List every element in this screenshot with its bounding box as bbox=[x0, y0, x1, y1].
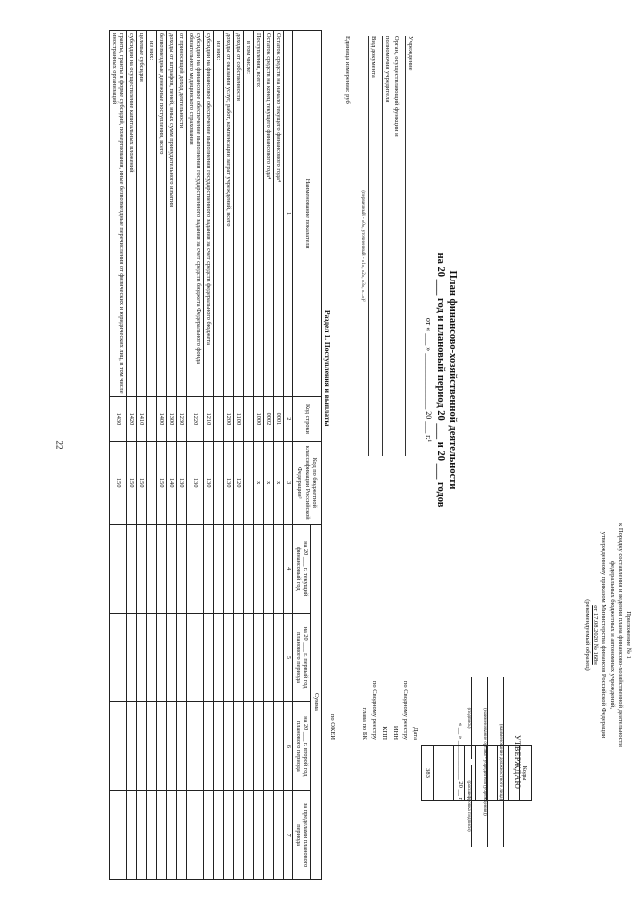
table-row bbox=[234, 31, 244, 880]
column-number: 3 bbox=[284, 441, 293, 524]
col-bk-header: Код по бюджетной классификации Российской Федерации³ bbox=[293, 441, 322, 524]
row-name: субсидии на осуществление капитальных вложений bbox=[127, 31, 137, 397]
code-cell bbox=[433, 745, 453, 801]
field-founder bbox=[382, 36, 401, 456]
code-cell bbox=[453, 745, 464, 801]
table-body bbox=[110, 31, 284, 880]
appendix-note bbox=[583, 485, 632, 785]
table-row bbox=[264, 31, 274, 880]
col-y0-header: на 20 ___ г. текущий финансовый год bbox=[293, 524, 311, 613]
appendix-order-date: от 17.08.2020 № 168н bbox=[592, 605, 600, 665]
row-sum-cell[interactable] bbox=[264, 613, 274, 702]
table-row bbox=[127, 31, 137, 880]
row-bk-code: 130 bbox=[204, 441, 214, 524]
row-bk-code: 150 bbox=[110, 441, 127, 524]
header-fields bbox=[343, 36, 415, 456]
document-title bbox=[422, 245, 458, 515]
row-line-code bbox=[214, 397, 224, 441]
code-okei: 383 bbox=[421, 745, 433, 801]
row-sum-cell[interactable] bbox=[147, 524, 157, 613]
section-title: Раздел 1. Поступления и выплаты bbox=[323, 310, 332, 427]
row-bk-code: 130 bbox=[224, 441, 234, 524]
row-sum-cell[interactable] bbox=[274, 613, 284, 702]
column-number: 4 bbox=[284, 524, 293, 613]
title-date: от « ___ » ______________ 20 ___ г.¹ bbox=[424, 317, 433, 443]
row-bk-code: 130 bbox=[177, 441, 187, 524]
row-sum-cell[interactable] bbox=[110, 613, 127, 702]
row-bk-code: 140 bbox=[167, 441, 177, 524]
row-name: безвозмездные денежные поступления, всего bbox=[157, 31, 167, 397]
row-name: гранты, гранты в форме субсидий, пожертвования, иные безвозмездные перечисления от физических и юридических лиц, в том числе иностранных организаций bbox=[110, 31, 127, 397]
field-doc-type bbox=[368, 36, 378, 456]
row-line-code: 1100 bbox=[234, 397, 244, 441]
column-number: 2 bbox=[284, 397, 293, 441]
row-sum-cell[interactable] bbox=[234, 613, 244, 702]
code-cell bbox=[486, 745, 497, 801]
row-sum-cell[interactable] bbox=[234, 791, 244, 880]
col-line-code-header: Код строки bbox=[293, 397, 322, 441]
row-sum-cell[interactable] bbox=[110, 524, 127, 613]
table-row bbox=[204, 31, 214, 880]
row-sum-cell[interactable] bbox=[110, 791, 127, 880]
column-number: 5 bbox=[284, 613, 293, 702]
codes-labels bbox=[327, 640, 420, 740]
table-row bbox=[274, 31, 284, 880]
table-row bbox=[254, 31, 264, 880]
row-bk-code: x bbox=[274, 441, 284, 524]
row-name: из них: bbox=[147, 31, 157, 397]
row-sum-cell[interactable] bbox=[224, 791, 234, 880]
row-sum-cell[interactable] bbox=[244, 524, 254, 613]
row-bk-code bbox=[147, 441, 157, 524]
row-line-code: 1420 bbox=[127, 397, 137, 441]
row-sum-cell[interactable] bbox=[157, 791, 167, 880]
row-sum-cell[interactable] bbox=[110, 702, 127, 791]
row-line-code: 1210 bbox=[204, 397, 214, 441]
row-sum-cell[interactable] bbox=[264, 791, 274, 880]
row-bk-code: 150 bbox=[157, 441, 167, 524]
col-beyond-header: за пределами планового периода bbox=[293, 791, 311, 880]
row-sum-cell[interactable] bbox=[177, 613, 187, 702]
row-bk-code bbox=[214, 441, 224, 524]
appendix-line: Приложение № 1 bbox=[625, 611, 632, 659]
field-label: Орган, осуществляющий функции и полномочия учредителя bbox=[384, 36, 400, 137]
row-name: Остаток средств на начало текущего финансового года⁴ bbox=[274, 31, 284, 397]
row-sum-cell[interactable] bbox=[187, 524, 204, 613]
row-bk-code: 130 bbox=[187, 441, 204, 524]
row-sum-cell[interactable] bbox=[147, 613, 157, 702]
approve-decode-caption: (расшифровка подписи) bbox=[466, 780, 471, 832]
code-cell bbox=[464, 745, 475, 801]
row-name: доходы от оказания услуг, работ, компенсации затрат учреждений, всего bbox=[224, 31, 234, 397]
row-line-code: 1410 bbox=[137, 397, 147, 441]
row-line-code bbox=[244, 397, 254, 441]
appendix-line: к Порядку составления и ведения плана финансово-хозяйственной деятельности bbox=[616, 523, 624, 747]
row-sum-cell[interactable] bbox=[274, 702, 284, 791]
doc-type-caption: (первичный - «0», уточненный - «1», «2», «3», «...»)² bbox=[360, 190, 365, 302]
row-sum-cell[interactable] bbox=[127, 524, 137, 613]
row-bk-code: 150 bbox=[127, 441, 137, 524]
row-sum-cell[interactable] bbox=[157, 524, 167, 613]
row-sum-cell[interactable] bbox=[244, 791, 254, 880]
row-sum-cell[interactable] bbox=[244, 613, 254, 702]
row-bk-code bbox=[244, 441, 254, 524]
code-label: по Сводному реестру bbox=[371, 680, 379, 740]
approve-sign-caption: (подпись) bbox=[466, 707, 471, 729]
row-name: Поступления, всего: bbox=[254, 31, 264, 397]
table-row bbox=[167, 31, 177, 880]
row-sum-cell[interactable] bbox=[137, 791, 147, 880]
row-sum-cell[interactable] bbox=[274, 524, 284, 613]
row-sum-cell[interactable] bbox=[224, 524, 234, 613]
row-line-code: 1200 bbox=[224, 397, 234, 441]
row-sum-cell[interactable] bbox=[214, 791, 224, 880]
appendix-line: утвержденному приказом Министерства финансов Российской Федерации bbox=[600, 531, 608, 739]
row-sum-cell[interactable] bbox=[147, 791, 157, 880]
table-row bbox=[147, 31, 157, 880]
approve-date: « __ » ____________ 20 __ г. bbox=[457, 722, 464, 802]
approve-org-caption: (наименование органа - учредителя (учреждения)) bbox=[482, 708, 487, 816]
row-name: целевые субсидии bbox=[137, 31, 147, 397]
row-sum-cell[interactable] bbox=[167, 613, 177, 702]
row-sum-cell[interactable] bbox=[274, 791, 284, 880]
row-sum-cell[interactable] bbox=[127, 791, 137, 880]
row-sum-cell[interactable] bbox=[177, 524, 187, 613]
code-label: Дата bbox=[412, 727, 419, 740]
table-row bbox=[187, 31, 204, 880]
row-sum-cell[interactable] bbox=[244, 702, 254, 791]
row-name: от приносящей доход деятельности bbox=[177, 31, 187, 397]
row-sum-cell[interactable] bbox=[264, 524, 274, 613]
row-sum-cell[interactable] bbox=[214, 524, 224, 613]
row-sum-cell[interactable] bbox=[137, 702, 147, 791]
codes-table bbox=[421, 745, 532, 801]
row-sum-cell[interactable] bbox=[224, 613, 234, 702]
row-sum-cell[interactable] bbox=[157, 613, 167, 702]
col-sum-header: Сумма bbox=[311, 524, 322, 879]
row-sum-cell[interactable] bbox=[234, 702, 244, 791]
row-bk-code: 120 bbox=[234, 441, 244, 524]
table-row bbox=[137, 31, 147, 880]
col-y1-header: на 20 ___ г. первый год планового периода bbox=[293, 613, 311, 702]
row-sum-cell[interactable] bbox=[127, 613, 137, 702]
row-line-code bbox=[147, 397, 157, 441]
row-bk-code: 150 bbox=[137, 441, 147, 524]
code-label: по ОКЕИ bbox=[328, 713, 336, 740]
row-sum-cell[interactable] bbox=[187, 791, 204, 880]
row-sum-cell[interactable] bbox=[204, 524, 214, 613]
row-sum-cell[interactable] bbox=[187, 702, 204, 791]
row-sum-cell[interactable] bbox=[167, 791, 177, 880]
column-number: 6 bbox=[284, 702, 293, 791]
appendix-line: федеральных бюджетных и автономных учреждений, bbox=[608, 560, 616, 710]
table-row bbox=[224, 31, 234, 880]
row-line-code: 1430 bbox=[110, 397, 127, 441]
code-label: глава по БК bbox=[360, 707, 368, 740]
row-name: доходы от штрафов, пеней, иных сумм принудительного изъятия bbox=[167, 31, 177, 397]
receipts-payments-table bbox=[110, 30, 323, 880]
field-label: Вид документа bbox=[370, 36, 377, 78]
row-name: в том числе: bbox=[244, 31, 254, 397]
code-cell bbox=[497, 745, 508, 801]
row-line-code: 1000 bbox=[254, 397, 264, 441]
row-sum-cell[interactable] bbox=[167, 524, 177, 613]
row-sum-cell[interactable] bbox=[264, 702, 274, 791]
appendix-line: (рекомендуемый образец) bbox=[583, 599, 591, 671]
row-line-code: 1300 bbox=[167, 397, 177, 441]
row-name: доходы от собственности bbox=[234, 31, 244, 397]
row-sum-cell[interactable] bbox=[157, 702, 167, 791]
row-sum-cell[interactable] bbox=[204, 791, 214, 880]
title-line-1: План финансово-хозяйственной деятельности bbox=[447, 270, 458, 490]
row-name: из них: bbox=[214, 31, 224, 397]
field-unit: Единица измерения: руб bbox=[344, 36, 351, 104]
column-number: 7 bbox=[284, 791, 293, 880]
row-sum-cell[interactable] bbox=[137, 524, 147, 613]
code-label: ИНН bbox=[391, 725, 399, 740]
row-sum-cell[interactable] bbox=[214, 702, 224, 791]
table-row bbox=[214, 31, 224, 880]
approve-title: УТВЕРЖДАЮ bbox=[513, 734, 522, 790]
row-sum-cell[interactable] bbox=[254, 702, 264, 791]
approve-position-caption: (наименование должностного лица) bbox=[498, 723, 503, 801]
column-numbers-row bbox=[284, 31, 293, 880]
row-name: субсидии на финансовое обеспечение выполнения государственного задания за счет средств бюджета Федерального фонда обязательного медицинского страхования bbox=[187, 31, 204, 397]
row-sum-cell[interactable] bbox=[187, 613, 204, 702]
row-sum-cell[interactable] bbox=[167, 702, 177, 791]
row-sum-cell[interactable] bbox=[127, 702, 137, 791]
row-sum-cell[interactable] bbox=[234, 524, 244, 613]
row-sum-cell[interactable] bbox=[214, 613, 224, 702]
column-number: 1 bbox=[284, 31, 293, 397]
row-sum-cell[interactable] bbox=[204, 702, 214, 791]
table-row bbox=[177, 31, 187, 880]
code-label: по Сводному реестру bbox=[401, 680, 409, 740]
row-name: субсидии на финансовое обеспечение выполнения государственного задания за счет средств федерального бюджета bbox=[204, 31, 214, 397]
row-sum-cell[interactable] bbox=[224, 702, 234, 791]
row-sum-cell[interactable] bbox=[204, 613, 214, 702]
row-line-code: 0001 bbox=[274, 397, 284, 441]
table-header-row bbox=[311, 31, 322, 880]
row-sum-cell[interactable] bbox=[137, 613, 147, 702]
row-name: Остаток средств на конец текущего финансового года⁴ bbox=[264, 31, 274, 397]
page-number: 22 bbox=[54, 440, 65, 450]
row-line-code: 1220 bbox=[187, 397, 204, 441]
codes-header: Коды bbox=[519, 745, 532, 801]
table-row bbox=[110, 31, 127, 880]
field-institution bbox=[405, 36, 415, 456]
row-sum-cell[interactable] bbox=[254, 791, 264, 880]
col-y2-header: на 20 ___ г. второй год планового периода bbox=[293, 702, 311, 791]
row-sum-cell[interactable] bbox=[177, 791, 187, 880]
row-bk-code: x bbox=[254, 441, 264, 524]
code-cell bbox=[475, 745, 486, 801]
row-sum-cell[interactable] bbox=[147, 702, 157, 791]
row-line-code: 0002 bbox=[264, 397, 274, 441]
row-sum-cell[interactable] bbox=[254, 613, 264, 702]
row-sum-cell[interactable] bbox=[254, 524, 264, 613]
title-line-2: на 20 ___ год и плановый период 20 ___ и 20 ___ годов bbox=[435, 252, 446, 508]
field-label: Учреждение bbox=[407, 36, 414, 71]
row-line-code: 1400 bbox=[157, 397, 167, 441]
row-bk-code: x bbox=[264, 441, 274, 524]
table-row bbox=[157, 31, 167, 880]
code-label: КПП bbox=[381, 726, 389, 740]
table-row bbox=[244, 31, 254, 880]
row-line-code: 1230 bbox=[177, 397, 187, 441]
row-sum-cell[interactable] bbox=[177, 702, 187, 791]
col-name-header: Наименование показателя bbox=[293, 31, 322, 397]
